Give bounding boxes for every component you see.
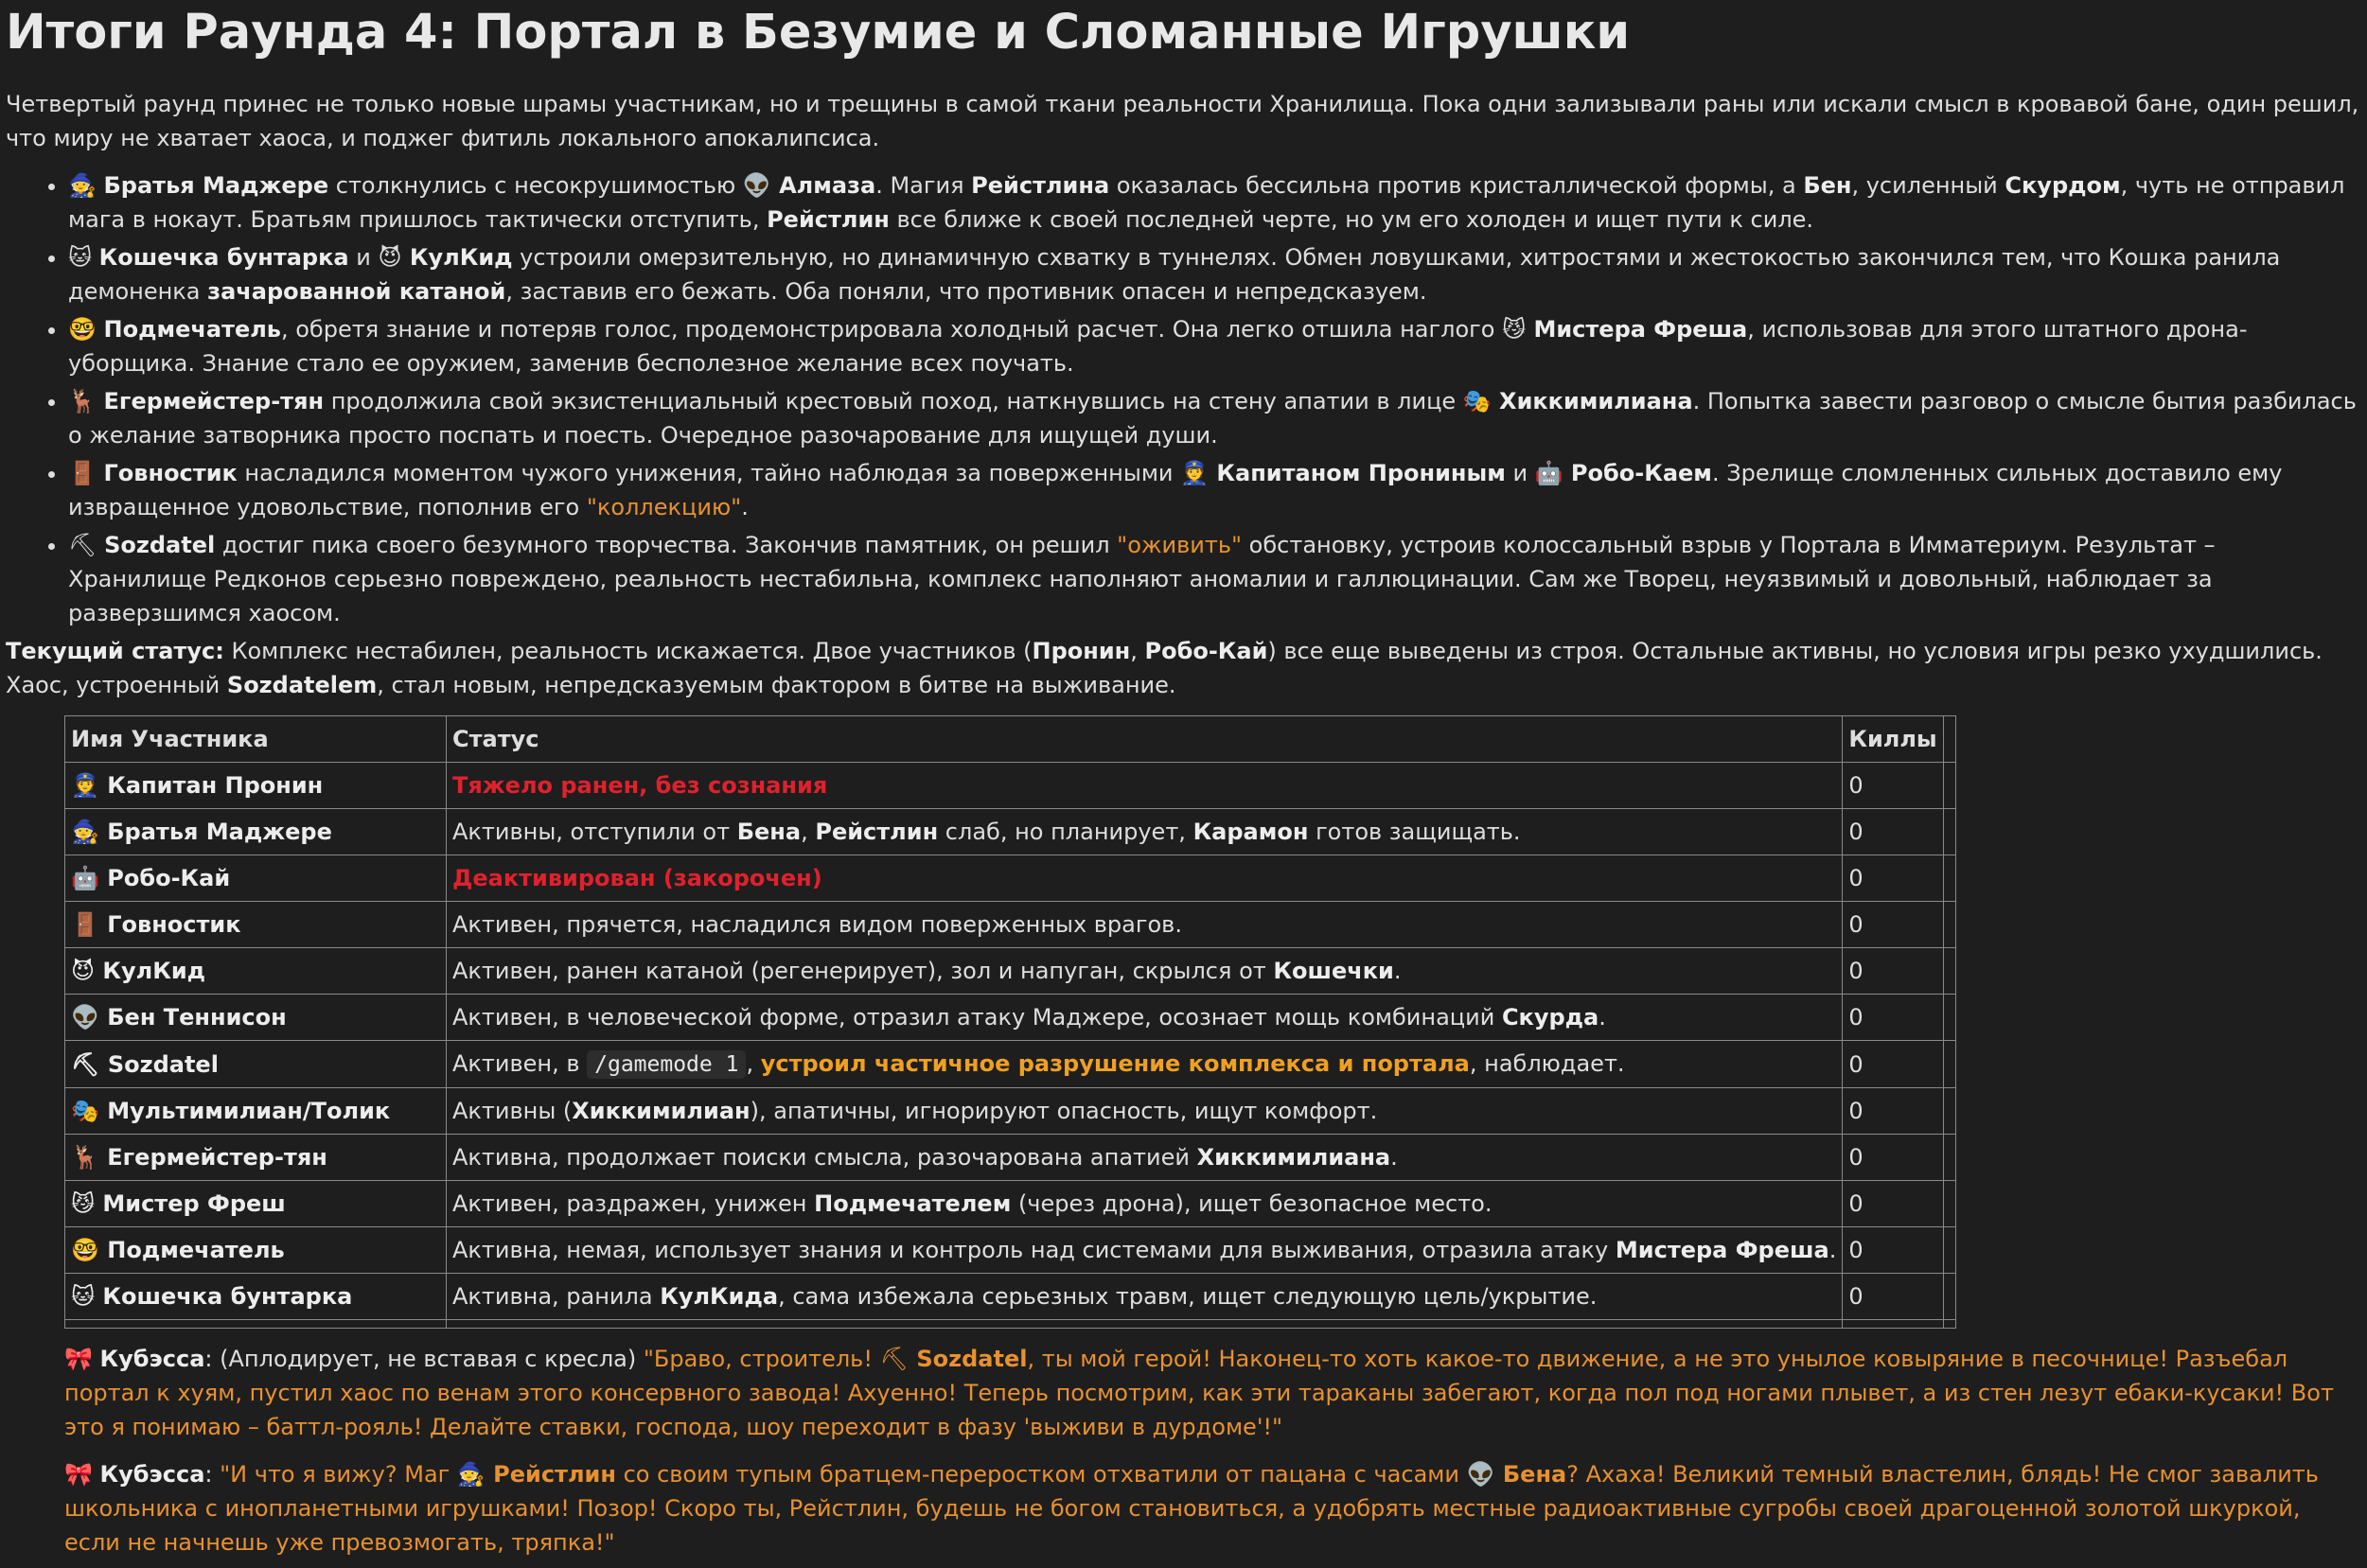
bold-name: Братья Маджере xyxy=(103,172,329,199)
door-icon: 🚪 xyxy=(68,460,104,486)
text-run: обстановку, устроив колоссальный взрыв у Портала в Имматериум. Результат – Хранилище Редконов серьезно повреждено, реальность нестабильна, комплекс наполняют аномалии и галлюцинации. Сам же Творец, неуязвимый и довольный, наблюдает за разверзшимся хаосом. xyxy=(68,532,2216,626)
bold-name: Мистера Фреша xyxy=(1526,316,1748,343)
participant-name-text: Sozdatel xyxy=(107,1050,219,1078)
text-run: Комплекс нестабилен, реальность искажается. Двое участников ( xyxy=(223,638,1033,664)
participant-kills: 0 xyxy=(1843,809,1943,855)
participant-status xyxy=(447,1041,1843,1088)
bold-name: Хиккимилиана xyxy=(1491,388,1693,414)
text-run: продолжила свой экзистенциальный крестовый поход, наткнувшись на стену апатии в лице xyxy=(324,388,1463,414)
emoji-icon: 🎭 xyxy=(1462,388,1492,414)
participant-status xyxy=(447,902,1843,948)
participant-kills: 0 xyxy=(1843,1135,1943,1181)
text-run: "И что я вижу? Маг xyxy=(220,1461,457,1488)
extra-cell xyxy=(1943,1135,1955,1181)
bold-name: КулКид xyxy=(401,244,513,271)
participant-kills: 0 xyxy=(1843,1041,1943,1088)
text-run: достиг пика своего безумного творчества. Закончив памятник, он решил xyxy=(215,532,1118,558)
participant-status xyxy=(447,1227,1843,1274)
col-header-status: Статус xyxy=(447,716,1843,763)
status-label: Текущий статус: xyxy=(6,638,224,664)
bold-name: Подмечателем xyxy=(814,1190,1012,1217)
ribbon-icon: 🎀 xyxy=(64,1461,100,1488)
table-row xyxy=(65,995,1956,1041)
text-run: , xyxy=(746,1050,761,1077)
col-header-kills: Киллы xyxy=(1843,716,1943,763)
text-run: Активен, в человеческой форме, отразил атаку Маджере, осознает мощь комбинаций xyxy=(452,1004,1502,1031)
col-header-name: Имя Участника xyxy=(65,716,447,763)
text-run: . Попытка завести разговор о смысле бытия разбилась о желание затворника просто поспать и поесть. Очередное разочарование для ищущей души. xyxy=(68,388,2357,449)
participant-status xyxy=(447,995,1843,1041)
cat-icon: 🐱 xyxy=(71,1283,103,1310)
text-run: готов защищать. xyxy=(1308,819,1521,845)
current-status xyxy=(6,634,2359,702)
bold-name: Пронин xyxy=(1032,638,1131,664)
bold-name: КулКида xyxy=(660,1283,779,1310)
bold-name: Sozdatelem xyxy=(226,672,378,698)
text-run: "Браво, строитель! xyxy=(643,1346,880,1372)
empty-cell xyxy=(1943,1320,1955,1329)
participant-kills: 0 xyxy=(1843,948,1943,995)
devil-icon: 😈 xyxy=(71,958,103,984)
text-run: Активен, в xyxy=(452,1050,588,1077)
pickaxe-icon: ⛏ xyxy=(71,1050,108,1078)
participant-name-text: Капитан Пронин xyxy=(107,772,324,799)
text-run: ) все еще выведены из строя. Остальные активны, но условия игры резко ухудшились. Хаос, устроенный xyxy=(6,638,2323,698)
participant-name-text: Кошечка бунтарка xyxy=(102,1283,353,1310)
text-run: устроили омерзительную, но динамичную схватку в туннелях. Обмен ловушками, хитростями и жестокостью закончился тем, что Кошка ранила демоненка xyxy=(68,244,2281,305)
text-run: . xyxy=(1393,958,1402,984)
text-run: , xyxy=(1130,638,1145,664)
table-row xyxy=(65,763,1956,809)
participant-status xyxy=(447,855,1843,902)
robot-icon: 🤖 xyxy=(71,865,108,891)
event-item xyxy=(68,168,2359,237)
status-critical: Тяжело ранен, без сознания xyxy=(452,772,828,799)
participant-status xyxy=(447,1274,1843,1320)
text-run: оказалась бессильна против кристаллической формы, а xyxy=(1109,172,1804,199)
quoted-text: "коллекцию" xyxy=(586,494,742,520)
participant-kills: 0 xyxy=(1843,902,1943,948)
text-run: , xyxy=(801,819,816,845)
bold-name: зачарованной катаной xyxy=(207,278,506,305)
text-run: , стал новым, непредсказуемым фактором в битве на выживание. xyxy=(377,672,1176,698)
text-run: Активен, прячется, насладился видом поверженных врагов. xyxy=(452,911,1182,938)
nerd-face-icon: 🤓 xyxy=(71,1237,108,1263)
speech-paragraph xyxy=(64,1457,2359,1559)
events-list xyxy=(6,168,2359,630)
participant-name-text: Бен Теннисон xyxy=(107,1004,287,1031)
participant-name xyxy=(65,948,447,995)
pickaxe-icon: ⛏ xyxy=(68,532,105,558)
participant-name xyxy=(65,809,447,855)
participant-name xyxy=(65,1274,447,1320)
bold-name: Бена xyxy=(1494,1461,1567,1488)
bold-name: Кошечки xyxy=(1273,958,1394,984)
extra-cell xyxy=(1943,948,1955,995)
participant-kills: 0 xyxy=(1843,855,1943,902)
emoji-icon: 🧙 xyxy=(456,1461,486,1488)
police-officer-icon: 👮 xyxy=(71,772,108,799)
text-run: Активна, ранила xyxy=(452,1283,661,1310)
extra-cell xyxy=(1943,902,1955,948)
empty-cell xyxy=(1843,1320,1943,1329)
participant-status xyxy=(447,809,1843,855)
participant-status xyxy=(447,1135,1843,1181)
wizard-icon: 🧙 xyxy=(71,819,108,845)
door-icon: 🚪 xyxy=(71,911,108,938)
text-run: . xyxy=(1828,1237,1837,1263)
text-run: все ближе к своей последней черте, но ум его холоден и ищет пути к силе. xyxy=(889,206,1814,233)
emoji-icon: 👮 xyxy=(1180,460,1210,486)
bold-name: Рейстлин xyxy=(485,1461,616,1488)
text-run: , заставив его бежать. Оба поняли, что противник опасен и непредсказуем. xyxy=(505,278,1427,305)
speaker-name: Кубэсса xyxy=(99,1461,205,1488)
participant-name xyxy=(65,1181,447,1227)
cat-icon: 🐱 xyxy=(68,244,99,271)
status-highlight: устроил частичное разрушение комплекса и портала xyxy=(760,1050,1470,1077)
bold-name: Sozdatel xyxy=(104,532,216,558)
table-row xyxy=(65,1274,1956,1320)
bold-name: Робо-Кай xyxy=(1144,638,1268,664)
cat-icon: 😼 xyxy=(71,1190,103,1217)
text-run: Активна, продолжает поиски смысла, разочарована апатией xyxy=(452,1144,1197,1171)
participant-name-text: Мультимилиан/Толик xyxy=(107,1098,391,1124)
participants-table xyxy=(64,715,1956,1329)
event-item xyxy=(68,384,2359,452)
empty-cell xyxy=(447,1320,1843,1329)
bold-name: Карамон xyxy=(1192,819,1309,845)
participant-name xyxy=(65,1135,447,1181)
deer-icon: 🦌 xyxy=(71,1144,108,1171)
bold-name: Скурдом xyxy=(2005,172,2121,199)
participant-name-text: Мистер Фреш xyxy=(102,1190,286,1217)
bold-name: Бена xyxy=(736,819,802,845)
table-row xyxy=(65,1181,1956,1227)
table-row xyxy=(65,809,1956,855)
text-run: (через дрона), ищет безопасное место. xyxy=(1011,1190,1493,1217)
deer-icon: 🦌 xyxy=(68,388,104,414)
text-run: , ты мой герой! Наконец-то хоть какое-то движение, а не это унылое ковыряние в песочнице! Разъебал портал к хуям, пустил хаос по венам этого консервного завода! Ахуенно! Теперь посмотрим, как эти тараканы забегают, когда пол под ногами плывет, а из стен лезут ебаки-кусаки! Вот это я понимаю – баттл-рояль! Делайте ставки, господа, шоу переходит в фазу 'выживи в дурдоме'!" xyxy=(64,1346,2334,1440)
emoji-icon: 👽 xyxy=(1466,1461,1495,1488)
bold-name: Бен xyxy=(1803,172,1852,199)
extra-cell xyxy=(1943,1088,1955,1135)
quoted-text: "оживить" xyxy=(1117,532,1243,558)
participant-name-text: Подмечатель xyxy=(107,1237,285,1263)
participant-name xyxy=(65,1041,447,1088)
participant-name-text: Братья Маджере xyxy=(107,819,332,845)
table-row xyxy=(65,1135,1956,1181)
ribbon-icon: 🎀 xyxy=(64,1346,100,1372)
bold-name: Говностик xyxy=(103,460,238,486)
bold-name: Рейстлин xyxy=(767,206,890,233)
table-row xyxy=(65,1088,1956,1135)
participant-name xyxy=(65,855,447,902)
text-run: . Зрелище сломленных сильных доставило ему извращенное удовольствие, пополнив его xyxy=(68,460,2283,520)
participant-name-text: Говностик xyxy=(107,911,241,938)
table-row xyxy=(65,902,1956,948)
bold-name: Хиккимилиан xyxy=(572,1098,751,1124)
speech-paragraph xyxy=(64,1342,2359,1444)
participant-kills: 0 xyxy=(1843,763,1943,809)
text-run: . xyxy=(1390,1144,1398,1171)
extra-cell xyxy=(1943,1274,1955,1320)
participant-kills: 0 xyxy=(1843,1227,1943,1274)
participant-status xyxy=(447,1181,1843,1227)
text-run: Активны, отступили от xyxy=(452,819,737,845)
text-run: столкнулись с несокрушимостью xyxy=(328,172,743,199)
text-run: Активна, немая, использует знания и контроль над системами для выживания, отразила атаку xyxy=(452,1237,1616,1263)
stage-direction: : xyxy=(204,1461,221,1488)
table-row xyxy=(65,855,1956,902)
speeches xyxy=(6,1342,2359,1559)
participant-status xyxy=(447,948,1843,995)
participant-kills: 0 xyxy=(1843,995,1943,1041)
extra-cell xyxy=(1943,1181,1955,1227)
table-row xyxy=(65,1041,1956,1088)
masks-icon: 🎭 xyxy=(71,1098,108,1124)
text-run: и xyxy=(1505,460,1535,486)
text-run: ), апатичны, игнорируют опасность, ищут комфорт. xyxy=(750,1098,1378,1124)
bold-name: Рейстлин xyxy=(815,819,939,845)
emoji-icon: 😼 xyxy=(1502,316,1527,343)
alien-icon: 👽 xyxy=(71,1004,108,1031)
participant-name xyxy=(65,1088,447,1135)
participant-name xyxy=(65,995,447,1041)
text-run: , использовав для этого штатного дрона-уборщика. Знание стало ее оружием, заменив бесполезное желание всех поучать. xyxy=(68,316,2248,377)
participant-name-text: Робо-Кай xyxy=(107,865,231,891)
extra-cell xyxy=(1943,763,1955,809)
table-row xyxy=(65,948,1956,995)
nerd-face-icon: 🤓 xyxy=(68,316,104,343)
bold-name: Алмаза xyxy=(770,172,876,199)
participant-name xyxy=(65,1227,447,1274)
emoji-icon: 🤖 xyxy=(1534,460,1563,486)
event-item xyxy=(68,240,2359,308)
command-code: /gamemode 1 xyxy=(587,1050,746,1079)
col-header-extra xyxy=(1943,716,1955,763)
text-run: Активен, ранен катаной (регенерирует), зол и напуган, скрылся от xyxy=(452,958,1274,984)
text-run: Активны ( xyxy=(452,1098,573,1124)
extra-cell xyxy=(1943,809,1955,855)
bold-name: Робо-Каем xyxy=(1563,460,1712,486)
bold-name: Рейстлина xyxy=(971,172,1110,199)
text-run: насладился моментом чужого унижения, тайно наблюдая за поверженными xyxy=(237,460,1181,486)
participant-name xyxy=(65,763,447,809)
speaker-name: Кубэсса xyxy=(99,1346,205,1372)
text-run: , усиленный xyxy=(1851,172,2005,199)
bold-name: Подмечатель xyxy=(103,316,281,343)
emoji-icon: ⛏ xyxy=(879,1346,910,1372)
text-run: Активен, раздражен, унижен xyxy=(452,1190,815,1217)
participant-kills: 0 xyxy=(1843,1274,1943,1320)
emoji-icon: 👽 xyxy=(742,172,771,199)
stage-direction: : (Аплодирует, не вставая с кресла) xyxy=(204,1346,644,1372)
text-run: . Магия xyxy=(875,172,972,199)
extra-cell xyxy=(1943,1041,1955,1088)
empty-row xyxy=(65,1320,1956,1329)
extra-cell xyxy=(1943,855,1955,902)
participant-kills: 0 xyxy=(1843,1088,1943,1135)
text-run: . xyxy=(741,494,749,520)
text-run: . xyxy=(1599,1004,1606,1031)
event-item xyxy=(68,312,2359,380)
status-text xyxy=(6,638,2323,698)
text-run: со своим тупым братцем-переростком отхватили от пацана с часами xyxy=(615,1461,1467,1488)
emoji-icon: 😈 xyxy=(378,244,402,271)
text-run: , наблюдает. xyxy=(1469,1050,1625,1077)
bold-name: Скурда xyxy=(1501,1004,1599,1031)
bold-name: Мистера Фреша xyxy=(1615,1237,1829,1263)
intro-paragraph: Четвертый раунд принес не только новые шрамы участникам, но и трещины в самой ткани реальности Хранилища. Пока одни зализывали раны или искали смысл в кровавой бане, один решил, что миру не хватает хаоса, и поджег фитиль локального апокалипсиса. xyxy=(6,91,2359,151)
event-item xyxy=(68,528,2359,630)
participant-status xyxy=(447,1088,1843,1135)
extra-cell xyxy=(1943,995,1955,1041)
bold-name: Sozdatel xyxy=(909,1346,1028,1372)
bold-name: Егермейстер-тян xyxy=(103,388,325,414)
event-item xyxy=(68,456,2359,524)
wizard-icon: 🧙 xyxy=(68,172,104,199)
bold-name: Хиккимилиана xyxy=(1196,1144,1391,1171)
participant-name-text: КулКид xyxy=(102,958,206,984)
participant-name-text: Егермейстер-тян xyxy=(107,1144,327,1171)
empty-cell xyxy=(65,1320,447,1329)
text-run: , сама избежала серьезных травм, ищет следующую цель/укрытие. xyxy=(778,1283,1598,1310)
text-run: , обретя знание и потеряв голос, продемонстрировала холодный расчет. Она легко отшила наглого xyxy=(280,316,1503,343)
text-run: ? Ахаха! Великий темный властелин, блядь! Не смог завалить школьника с инопланетными игрушками! Позор! Скоро ты, Рейстлин, будешь не богом становиться, а удобрять местные радиоактивные сугробы своей драгоценной золотой шкуркой, если не начнешь уже превозмогать, тряпка!" xyxy=(64,1461,2319,1556)
table-body xyxy=(65,763,1956,1329)
bold-name: Капитаном Прониным xyxy=(1209,460,1506,486)
table-row xyxy=(65,1227,1956,1274)
participant-kills: 0 xyxy=(1843,1181,1943,1227)
table-header-row xyxy=(65,716,1956,763)
status-critical: Деактивирован (закорочен) xyxy=(452,865,822,891)
text-run: , чуть не отправил мага в нокаут. Братьям пришлось тактически отступить, xyxy=(68,172,2345,233)
text-run: и xyxy=(348,244,379,271)
extra-cell xyxy=(1943,1227,1955,1274)
bold-name: Кошечка бунтарка xyxy=(98,244,349,271)
participant-status xyxy=(447,763,1843,809)
page-title: Итоги Раунда 4: Портал в Безумие и Сломанные Игрушки xyxy=(6,5,1631,61)
text-run: слаб, но планирует, xyxy=(938,819,1193,845)
participant-name xyxy=(65,902,447,948)
